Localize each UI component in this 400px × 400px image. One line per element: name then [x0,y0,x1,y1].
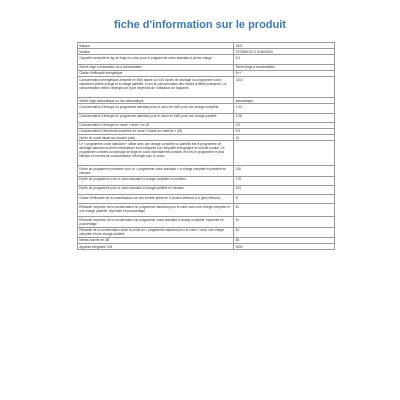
product-info-table-body [78,43,335,250]
row-value: 0,5 [234,128,334,134]
row-value [234,141,334,166]
row-value: 136 [234,166,334,176]
row-label: Classe d'efficacité de la condensation sur une échelle allant de G (moins efficace) à A (plus efficace) [78,195,234,204]
row-value: 1,93 [234,104,334,113]
row-value: 81 [234,227,334,237]
product-info-table [77,42,335,250]
row-value: 1,08 [234,113,334,122]
row-label: Efficacité moyenne de la condensation du programme standard pour le coton avec une charge complète et une charge partielle, exprimée en pourcentage [78,204,234,217]
row-value: 234,7 [234,76,334,97]
table-row [78,141,335,166]
table-row [78,104,335,113]
table-row [78,227,335,237]
row-label: Capacité nominale en kg de linge en coton pour le programme coton standard à pleine charge [78,55,234,64]
table-row [78,55,335,64]
table-row [78,195,335,204]
row-label: Sèche-linge à évacuation ou à condensation [78,64,234,70]
row-value: B [234,195,334,204]
row-label: Consommation d'énergie en mode « arrêt » en W [78,122,234,128]
row-label: Le « programme coton standard » utilisé avec une charge complète ou partielle est le programme de séchage standard dont les informations sont indiquées sur l'étiquette énergétique et la fiche produit. Ce programme convient au séchage de linge en coton normalement humide, et il est le programme le plus efficace en termes de consommation d'énergie pour le coton. [78,141,234,166]
table-row [78,243,335,249]
row-value: NON [234,243,334,249]
row-label: Consommation d'électricité pondérée en mode « laissé sur marche » (W) [78,128,234,134]
row-value: A++ [234,70,334,76]
row-value: 81 [234,204,334,217]
row-value: AEG [234,43,334,49]
row-label: Appareil intégrable O/N [78,243,234,249]
row-label: Consommation d'énergie du programme standard pour le coton en kWh pour une charge complète [78,104,234,113]
table-row [78,113,335,122]
row-label: Efficacité de la condensation selon le poids du « programme standard pour le coton » avec une charge complète et une charge partielle [78,227,234,237]
row-value: 178 [234,176,334,185]
table-row [78,76,335,97]
row-label: Modèle [78,49,234,55]
row-value: 104 [234,185,334,194]
row-label: Durée du programme pondérée pour le « programme coton standard » à charge complète et partielle en minutes. [78,166,234,176]
row-label: Durée du programme pour le coton standard à charge partielle en minutes. [78,185,234,194]
page-title: fiche d'information sur le produit [114,19,286,31]
row-value: automatique [234,98,334,104]
table-row [78,217,335,227]
row-label: Efficacité moyenne de la condensation du programme coton standard à charge complète, exprimée en pourcentage [78,217,234,227]
row-value: T97582IDZCO 916099240 [234,49,334,55]
row-label: Durée du programme pour le coton standard à charge complète en minutes. [78,176,234,185]
row-label: Durée du mode laissé sur marche (min) [78,135,234,141]
row-label: Niveau sonore en dB [78,237,234,243]
row-value: 10 [234,135,334,141]
row-value: 66 [234,237,334,243]
row-value: Sèche-linge à condensation [234,64,334,70]
row-value: 8,0 [234,55,334,64]
row-label: Marque [78,43,234,49]
row-label: Consommation d'énergie du programme standard pour le coton en kWh pour une charge partielle [78,113,234,122]
table-row [78,204,335,217]
row-label: Consommation énergétique annuelle en kWh basée sur 160 cycles de séchage du programme coton standard à pleine charge et à charge partielle, et sur la consommation des modes à faible puissance. La consommation réelle d'énergie par cycle dépendra de l'utilisation de l'appareil. [78,76,234,97]
row-label: Sèche-linge automatique ou non automatique [78,98,234,104]
table-row [78,176,335,185]
table-row [78,166,335,176]
row-label: Classe d'efficacité énergétique [78,70,234,76]
row-value: 0,5 [234,122,334,128]
table-row [78,185,335,194]
row-value: 81 [234,217,334,227]
